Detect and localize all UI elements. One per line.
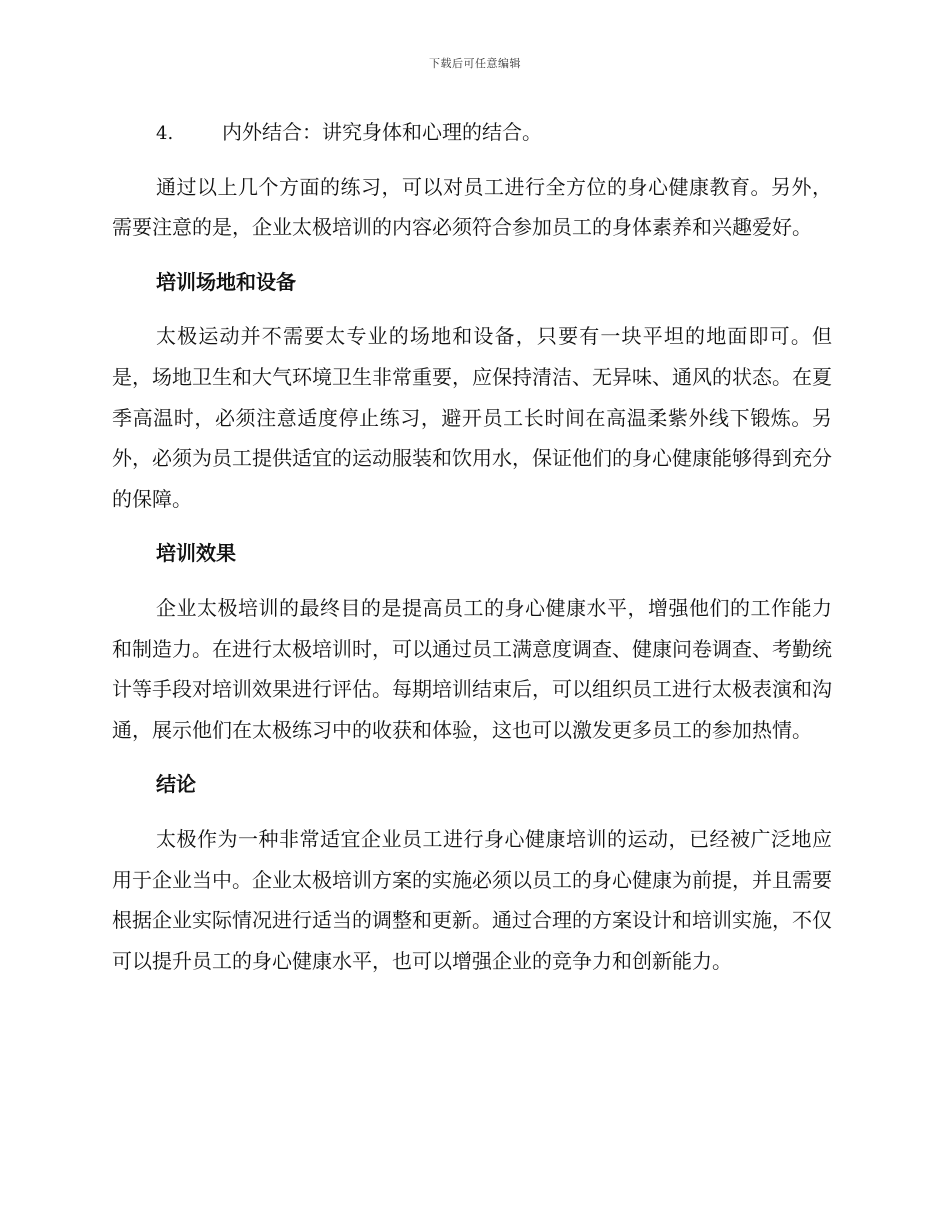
list-item-text: 内外结合：讲究身体和心理的结合。 xyxy=(222,120,542,144)
paragraph-venue: 太极运动并不需要太专业的场地和设备，只要有一块平坦的地面即可。但是，场地卫生和大气环境卫生非常重要，应保持清洁、无异味、通风的状态。在夏季高温时，必须注意适度停止练习，避开员工长时间在高温柔紫外线下锻炼。另外，必须为员工提供适宜的运动服装和饮用水，保证他们的身心健康能够得到充分的保障。 xyxy=(112,324,832,511)
paragraph-effect: 企业太极培训的最终目的是提高员工的身心健康水平，增强他们的工作能力和制造力。在进行太极培训时，可以通过员工满意度调查、健康问卷调查、考勤统计等手段对培训效果进行评估。每期培训结束后，可以组织员工进行太极表演和沟通，展示他们在太极练习中的收获和体验，这也可以激发更多员工的参加热情。 xyxy=(112,595,832,742)
list-item-number: 4. xyxy=(156,123,174,144)
section-heading-conclusion: 结论 xyxy=(156,772,196,797)
document-body xyxy=(112,112,832,995)
section-heading-venue: 培训场地和设备 xyxy=(156,269,296,294)
paragraph-intro: 通过以上几个方面的练习，可以对员工进行全方位的身心健康教育。另外，需要注意的是，企业太极培训的内容必须符合参加员工的身体素养和兴趣爱好。 xyxy=(112,174,832,240)
page-header: 下载后可任意编辑 xyxy=(429,57,521,70)
section-heading-effect: 培训效果 xyxy=(156,541,236,566)
paragraph-conclusion: 太极作为一种非常适宜企业员工进行身心健康培训的运动，已经被广泛地应用于企业当中。企业太极培训方案的实施必须以员工的身心健康为前提，并且需要根据企业实际情况进行适当的调整和更新。通过合理的方案设计和培训实施，不仅可以提升员工的身心健康水平，也可以增强企业的竞争力和创新能力。 xyxy=(112,826,832,973)
list-item xyxy=(112,112,832,155)
